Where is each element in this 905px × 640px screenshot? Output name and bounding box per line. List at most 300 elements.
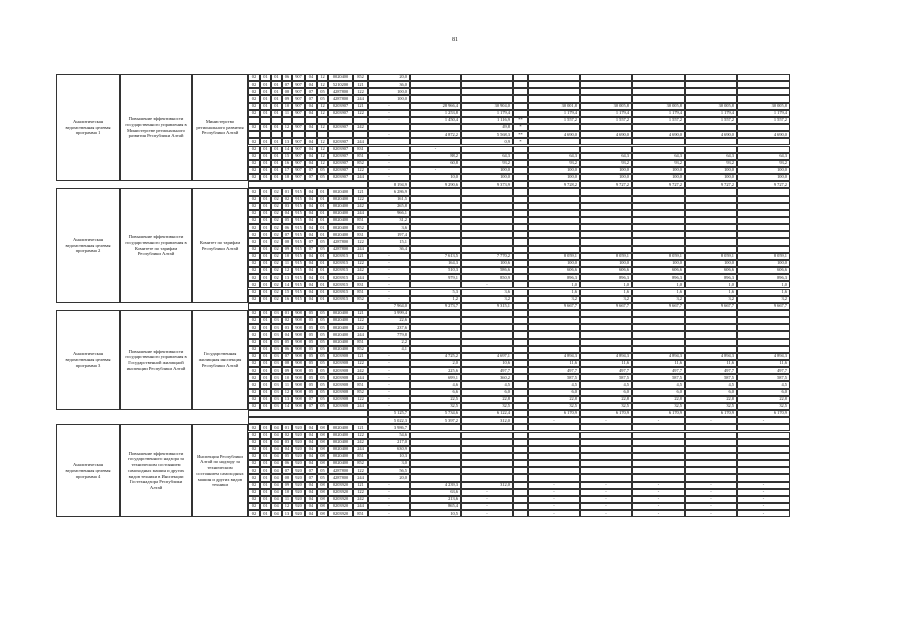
program-executor: Министерство регионального развития Республики Алтай: [192, 74, 248, 181]
value-cell: [632, 238, 685, 245]
code-cell: 05: [317, 167, 328, 174]
value-cell: [580, 474, 632, 481]
value-cell: -: [368, 396, 410, 403]
code-cell: 907: [292, 167, 305, 174]
code-cell: 01: [271, 160, 282, 167]
code-cell: 03: [271, 346, 282, 353]
value-cell: 4 894,3: [737, 353, 790, 360]
code-cell: 02: [271, 281, 282, 288]
value-cell: [410, 210, 461, 217]
value-cell: [632, 210, 685, 217]
value-cell: [410, 331, 461, 338]
value-cell: [528, 432, 580, 439]
note-cell: [513, 474, 528, 481]
code-cell: 02: [248, 317, 260, 324]
value-cell: [528, 324, 580, 331]
value-cell: -: [368, 374, 410, 381]
code-cell: [317, 117, 328, 124]
value-cell: [410, 88, 461, 95]
value-cell: 1 116,9: [461, 117, 513, 124]
value-cell: [528, 460, 580, 467]
code-cell: 05: [317, 367, 328, 374]
value-cell: 100,0: [528, 174, 580, 181]
code-cell: 03: [271, 374, 282, 381]
note-cell: [513, 367, 528, 374]
code-cell: 01: [260, 360, 271, 367]
value-cell: 1 179,4: [737, 110, 790, 117]
note-cell: *: [513, 138, 528, 145]
code-cell: 907: [292, 103, 305, 110]
value-cell: [632, 310, 685, 317]
value-cell: [528, 217, 580, 224]
value-cell: 197,4: [368, 231, 410, 238]
value-cell: 100,0: [368, 95, 410, 102]
code-cell: 12: [282, 503, 292, 510]
note-cell: [513, 331, 528, 338]
value-cell: [528, 453, 580, 460]
value-cell: [685, 231, 737, 238]
note-cell: [513, 217, 528, 224]
value-cell: [528, 146, 580, 153]
note-cell: [513, 231, 528, 238]
value-cell: [632, 424, 685, 431]
value-cell: 4 690,0: [685, 131, 737, 138]
code-cell: 908: [292, 389, 305, 396]
value-cell: [737, 246, 790, 253]
value-cell: 64,3: [632, 153, 685, 160]
value-cell: [685, 467, 737, 474]
code-cell: 05: [317, 324, 328, 331]
value-cell: [368, 138, 410, 145]
value-cell: -: [368, 389, 410, 396]
value-cell: [528, 346, 580, 353]
code-cell: 05: [305, 331, 317, 338]
code-cell: 122: [353, 317, 368, 324]
note-cell: [513, 74, 528, 81]
code-cell: 05: [305, 317, 317, 324]
value-cell: [461, 424, 513, 431]
code-cell: 04: [271, 510, 282, 517]
total-cell: 9 273,7: [410, 303, 461, 310]
value-cell: [737, 460, 790, 467]
note-cell: [513, 110, 528, 117]
code-cell: 01: [260, 510, 271, 517]
value-cell: [410, 138, 461, 145]
value-cell: [528, 231, 580, 238]
value-cell: 1,0: [737, 281, 790, 288]
value-cell: [410, 424, 461, 431]
code-cell: 908: [292, 374, 305, 381]
code-cell: 852: [353, 346, 368, 353]
code-cell: [292, 117, 305, 124]
value-cell: [685, 324, 737, 331]
code-cell: 01: [260, 324, 271, 331]
value-cell: 100,0: [528, 167, 580, 174]
value-cell: -: [685, 489, 737, 496]
value-cell: 865,4: [410, 503, 461, 510]
code-cell: 12: [282, 124, 292, 131]
code-cell: 0203907: [328, 146, 353, 153]
code-cell: 04: [305, 74, 317, 81]
code-cell: 852: [353, 74, 368, 81]
value-cell: -: [368, 131, 410, 138]
program-executor: Инспекция Республики Алтай по надзору за техническим состоянием самоходных машин и других видов техники: [192, 424, 248, 517]
note-cell: [513, 439, 528, 446]
code-cell: 12: [317, 153, 328, 160]
code-cell: 01: [282, 424, 292, 431]
code-cell: 02: [248, 74, 260, 81]
value-cell: [580, 460, 632, 467]
value-cell: 100,0: [632, 174, 685, 181]
code-cell: [282, 131, 292, 138]
code-cell: 02: [271, 274, 282, 281]
value-cell: [461, 446, 513, 453]
value-cell: 497,7: [580, 367, 632, 374]
code-cell: 07: [305, 474, 317, 481]
code-cell: 831: [353, 146, 368, 153]
note-cell: [513, 210, 528, 217]
value-cell: 100,0: [632, 260, 685, 267]
code-cell: 12: [317, 124, 328, 131]
value-cell: [685, 424, 737, 431]
code-cell: 01: [260, 482, 271, 489]
code-cell: 908: [292, 339, 305, 346]
value-cell: 3 999,4: [368, 310, 410, 317]
value-cell: [632, 138, 685, 145]
code-cell: 05: [317, 95, 328, 102]
code-cell: 01: [260, 317, 271, 324]
value-cell: -: [368, 353, 410, 360]
value-cell: 30 005,8: [580, 103, 632, 110]
program-goal: Повышение эффективности государственного управления в Министерстве регионального развития Республики Алтай: [120, 74, 192, 181]
value-cell: 587,5: [632, 374, 685, 381]
value-cell: [410, 217, 461, 224]
code-cell: 07: [282, 353, 292, 360]
code-cell: 08: [282, 474, 292, 481]
code-cell: 14: [282, 281, 292, 288]
value-cell: 36,4: [368, 246, 410, 253]
code-cell: 831: [353, 231, 368, 238]
value-cell: [528, 81, 580, 88]
code-cell: 908: [292, 346, 305, 353]
code-cell: 01: [317, 260, 328, 267]
value-cell: 10,3: [368, 453, 410, 460]
value-cell: 1 450,4: [410, 117, 461, 124]
code-cell: 244: [353, 138, 368, 145]
code-cell: 01: [317, 196, 328, 203]
code-cell: 01: [271, 138, 282, 145]
value-cell: 587,5: [580, 374, 632, 381]
code-cell: 02: [271, 217, 282, 224]
value-cell: [461, 196, 513, 203]
code-cell: 06: [282, 224, 292, 231]
value-cell: 4,5: [737, 381, 790, 388]
value-cell: [737, 203, 790, 210]
value-cell: 64,3: [580, 153, 632, 160]
code-cell: 04: [305, 203, 317, 210]
code-cell: 122: [353, 489, 368, 496]
value-cell: [580, 453, 632, 460]
code-cell: [328, 117, 353, 124]
note-cell: **: [513, 117, 528, 124]
code-cell: 06: [282, 346, 292, 353]
code-cell: 01: [271, 153, 282, 160]
code-cell: 01: [260, 203, 271, 210]
code-cell: 0203907: [328, 174, 353, 181]
value-cell: 1,0: [685, 281, 737, 288]
value-cell: 32,5: [580, 403, 632, 410]
code-cell: 02: [248, 253, 260, 260]
note-cell: [513, 424, 528, 431]
code-cell: 12: [282, 389, 292, 396]
value-cell: [632, 203, 685, 210]
value-cell: [580, 146, 632, 153]
value-cell: [737, 224, 790, 231]
code-cell: 07: [305, 403, 317, 410]
note-cell: [513, 81, 528, 88]
value-cell: 1 557,2: [580, 117, 632, 124]
code-cell: 01: [282, 310, 292, 317]
code-cell: 01: [260, 160, 271, 167]
value-cell: [528, 246, 580, 253]
value-cell: [410, 446, 461, 453]
value-cell: 6,0: [632, 389, 685, 396]
value-cell: [410, 238, 461, 245]
value-cell: 312,0: [461, 482, 513, 489]
note-cell: [513, 289, 528, 296]
total-cell: 6 170,9: [580, 410, 632, 417]
value-cell: 30 001,8: [528, 103, 580, 110]
value-cell: [528, 317, 580, 324]
code-cell: 122: [353, 260, 368, 267]
code-cell: 122: [353, 167, 368, 174]
code-cell: 907: [292, 146, 305, 153]
value-cell: 11,6: [632, 360, 685, 367]
code-cell: 01: [317, 217, 328, 224]
code-cell: 122: [353, 238, 368, 245]
value-cell: -: [580, 482, 632, 489]
value-cell: -: [737, 482, 790, 489]
value-cell: [580, 238, 632, 245]
value-cell: [580, 432, 632, 439]
total-cell: 5 397,2: [410, 417, 461, 424]
code-cell: 01: [260, 231, 271, 238]
code-cell: 4287800: [328, 88, 353, 95]
value-cell: 22,6: [368, 317, 410, 324]
value-cell: 100,0: [368, 88, 410, 95]
value-cell: 1,6: [685, 289, 737, 296]
code-cell: 04: [305, 424, 317, 431]
value-cell: -: [737, 496, 790, 503]
value-cell: [410, 124, 461, 131]
code-cell: 0203915: [328, 253, 353, 260]
code-cell: 08: [317, 510, 328, 517]
code-cell: 01: [260, 153, 271, 160]
value-cell: [737, 339, 790, 346]
note-cell: [513, 174, 528, 181]
code-cell: 02: [248, 360, 260, 367]
code-cell: 01: [260, 281, 271, 288]
code-cell: 920: [292, 482, 305, 489]
code-cell: 08: [317, 496, 328, 503]
value-cell: [410, 95, 461, 102]
code-cell: 02: [248, 453, 260, 460]
code-cell: 05: [305, 346, 317, 353]
code-cell: 01: [260, 331, 271, 338]
code-cell: 907: [292, 160, 305, 167]
value-cell: -: [368, 167, 410, 174]
code-cell: 11: [282, 496, 292, 503]
value-cell: 6,0: [528, 389, 580, 396]
value-cell: [737, 424, 790, 431]
code-cell: 09: [282, 482, 292, 489]
code-cell: 05: [317, 331, 328, 338]
value-cell: 54,6: [368, 432, 410, 439]
code-cell: 915: [292, 281, 305, 288]
code-cell: 4287800: [328, 467, 353, 474]
program-goal: Повышение эффективности государственного управления в Комитете по тарифам Республики Алтай: [120, 188, 192, 302]
total-cell: 9 667,7: [528, 303, 580, 310]
value-cell: [685, 203, 737, 210]
value-cell: 3 986,7: [368, 424, 410, 431]
value-cell: [580, 339, 632, 346]
value-cell: 7 770,2: [461, 253, 513, 260]
code-cell: 04: [305, 296, 317, 303]
code-cell: 04: [305, 81, 317, 88]
value-cell: [461, 331, 513, 338]
value-cell: [461, 238, 513, 245]
code-cell: 852: [353, 389, 368, 396]
value-cell: -: [368, 489, 410, 496]
code-cell: 04: [305, 138, 317, 145]
code-cell: 0203920: [328, 496, 353, 503]
code-cell: 02: [248, 482, 260, 489]
code-cell: 05: [317, 474, 328, 481]
code-cell: 02: [248, 353, 260, 360]
value-cell: 8 059,1: [737, 253, 790, 260]
code-cell: 244: [353, 246, 368, 253]
code-cell: 04: [305, 439, 317, 446]
value-cell: 265,8: [368, 203, 410, 210]
total-cell: 9 727,2: [685, 181, 737, 188]
code-cell: 05: [282, 217, 292, 224]
code-cell: 13: [282, 274, 292, 281]
value-cell: [737, 453, 790, 460]
code-cell: 01: [260, 260, 271, 267]
code-cell: 05: [305, 353, 317, 360]
code-cell: 01: [260, 432, 271, 439]
code-cell: 04: [305, 482, 317, 489]
value-cell: -: [737, 489, 790, 496]
code-cell: 831: [353, 281, 368, 288]
code-cell: 05: [305, 389, 317, 396]
code-cell: 08: [317, 503, 328, 510]
note-cell: [513, 317, 528, 324]
value-cell: [632, 224, 685, 231]
code-cell: 907: [292, 88, 305, 95]
value-cell: [737, 217, 790, 224]
code-cell: 0020400: [328, 331, 353, 338]
code-cell: 09: [282, 95, 292, 102]
code-cell: 04: [305, 274, 317, 281]
value-cell: 497,7: [461, 367, 513, 374]
value-cell: 11,6: [580, 360, 632, 367]
code-cell: 04: [305, 160, 317, 167]
value-cell: [632, 324, 685, 331]
code-cell: 01: [260, 424, 271, 431]
value-cell: [461, 317, 513, 324]
code-cell: 01: [317, 296, 328, 303]
value-cell: [632, 246, 685, 253]
value-cell: -: [632, 510, 685, 517]
value-cell: 56,5: [368, 467, 410, 474]
value-cell: [410, 439, 461, 446]
code-cell: 04: [271, 496, 282, 503]
code-cell: 05: [282, 339, 292, 346]
value-cell: [461, 467, 513, 474]
code-cell: 244: [353, 503, 368, 510]
total-code-span: [248, 181, 368, 188]
value-cell: 100,0: [580, 260, 632, 267]
value-cell: 8 059,1: [685, 253, 737, 260]
value-cell: 100,0: [737, 260, 790, 267]
code-cell: 05: [317, 403, 328, 410]
code-cell: 18: [282, 174, 292, 181]
code-cell: 01: [260, 167, 271, 174]
value-cell: [580, 317, 632, 324]
code-cell: 04: [282, 331, 292, 338]
value-cell: -: [580, 489, 632, 496]
code-cell: 908: [292, 367, 305, 374]
program-name: Аналитическая ведомственная целевая программа 1: [56, 74, 120, 181]
value-cell: [461, 460, 513, 467]
code-cell: 01: [271, 103, 282, 110]
code-cell: 02: [248, 203, 260, 210]
program-name: Аналитическая ведомственная целевая программа 2: [56, 188, 120, 302]
value-cell: -: [685, 510, 737, 517]
value-cell: [410, 474, 461, 481]
code-cell: 03: [271, 389, 282, 396]
code-cell: 915: [292, 267, 305, 274]
value-cell: [580, 138, 632, 145]
code-cell: 4287800: [328, 95, 353, 102]
value-cell: 8 059,1: [528, 253, 580, 260]
code-cell: 908: [292, 396, 305, 403]
code-cell: 0020400: [328, 453, 353, 460]
value-cell: [737, 81, 790, 88]
code-cell: 0203915: [328, 281, 353, 288]
code-cell: 4287800: [328, 246, 353, 253]
value-cell: [528, 310, 580, 317]
value-cell: -: [528, 503, 580, 510]
code-cell: 05: [305, 310, 317, 317]
code-cell: 04: [305, 489, 317, 496]
value-cell: [410, 346, 461, 353]
value-cell: -: [368, 510, 410, 517]
value-cell: [410, 203, 461, 210]
value-cell: [737, 331, 790, 338]
value-cell: [737, 446, 790, 453]
value-cell: -: [685, 503, 737, 510]
code-cell: 915: [292, 196, 305, 203]
code-cell: 05: [317, 238, 328, 245]
code-cell: 01: [260, 353, 271, 360]
code-cell: 02: [248, 324, 260, 331]
code-cell: 12: [317, 74, 328, 81]
code-cell: 02: [248, 246, 260, 253]
code-cell: [282, 117, 292, 124]
value-cell: [580, 217, 632, 224]
